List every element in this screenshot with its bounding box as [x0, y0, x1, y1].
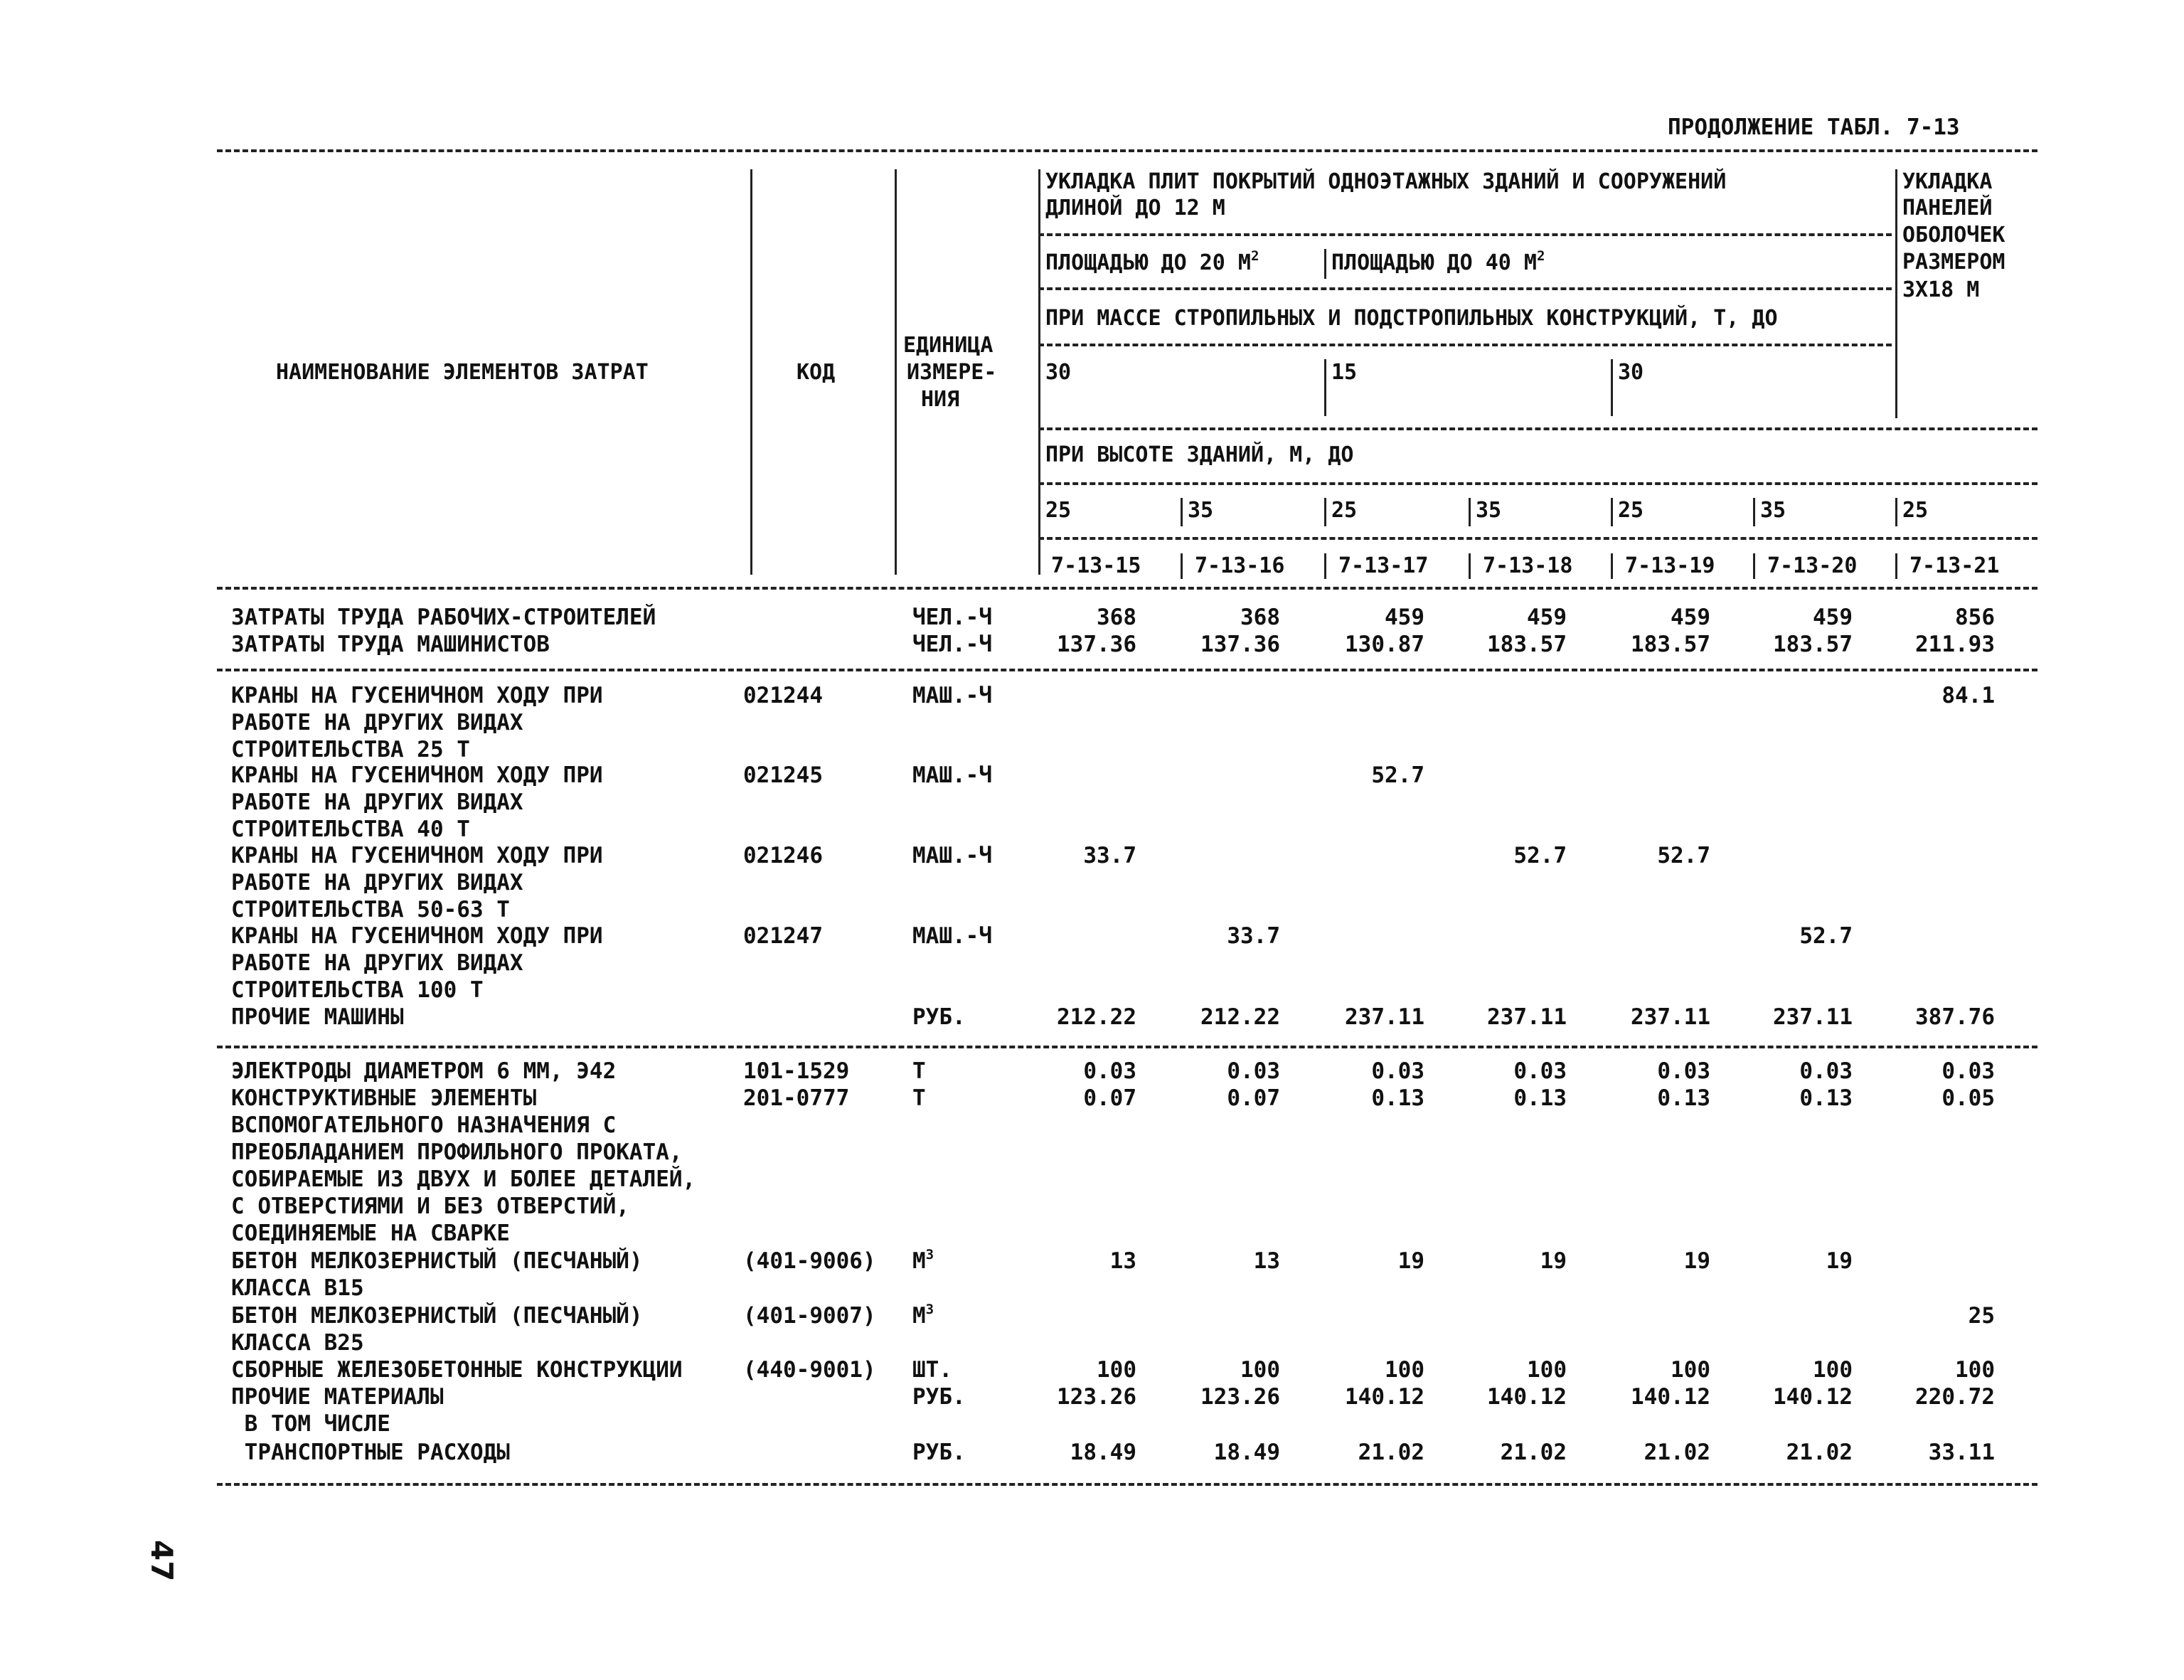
row-value: 100 — [1955, 1357, 1995, 1383]
row-value: 21.02 — [1644, 1440, 1710, 1465]
row-value: 0.13 — [1371, 1085, 1424, 1111]
vbar-h5 — [1611, 498, 1613, 526]
row-name-line: ПРЕОБЛАДАНИЕМ ПРОФИЛЬНОГО ПРОКАТА, — [231, 1139, 683, 1165]
row-value: 19 — [1397, 1248, 1424, 1274]
row-code: 021245 — [743, 762, 823, 788]
vbar-c3 — [1324, 553, 1326, 579]
row-value: 100 — [1385, 1357, 1424, 1383]
unit-superscript: 3 — [925, 1301, 934, 1317]
vbar-c6 — [1753, 553, 1755, 579]
row-unit: ЧЕЛ.-Ч — [912, 632, 992, 657]
row-value: 0.03 — [1227, 1058, 1280, 1084]
row-unit: МАШ.-Ч — [912, 762, 992, 788]
row-name-line: СТРОИТЕЛЬСТВА 100 Т — [231, 977, 484, 1003]
row-value: 123.26 — [1200, 1384, 1280, 1410]
row-name-line: БЕТОН МЕЛКОЗЕРНИСТЫЙ (ПЕСЧАНЫЙ) — [231, 1303, 643, 1329]
row-value: 0.13 — [1513, 1085, 1567, 1111]
vbar-mass30 — [1611, 359, 1613, 416]
row-value: 13 — [1253, 1248, 1280, 1274]
header-code-col: КОД — [797, 360, 836, 385]
header-unit-line1: ЕДИНИЦА — [903, 333, 994, 358]
vbar-h3 — [1324, 498, 1326, 526]
row-value: 52.7 — [1371, 762, 1424, 788]
header-height-1: 25 — [1045, 498, 1072, 523]
rule-h6 — [1038, 537, 2037, 540]
row-value: 237.11 — [1345, 1004, 1424, 1030]
vbar-c4 — [1469, 553, 1471, 579]
header-height-2: 35 — [1188, 498, 1214, 523]
row-name-line: КЛАССА В15 — [231, 1275, 364, 1301]
row-value: 33.7 — [1083, 843, 1136, 868]
row-code: 021246 — [743, 843, 823, 868]
header-mass-30b: 30 — [1618, 360, 1644, 385]
row-value: 52.7 — [1799, 923, 1853, 949]
vbar-unit-values — [1038, 169, 1040, 575]
row-value: 123.26 — [1057, 1384, 1136, 1410]
row-value: 368 — [1240, 605, 1280, 630]
row-value: 220.72 — [1915, 1384, 1995, 1410]
vbar-c7 — [1895, 553, 1897, 579]
row-value: 183.57 — [1487, 632, 1567, 657]
header-height-5: 25 — [1618, 498, 1644, 523]
row-value: 856 — [1955, 605, 1995, 630]
row-value: 0.07 — [1227, 1085, 1280, 1111]
row-value: 19 — [1826, 1248, 1853, 1274]
header-code-7: 7-13-21 — [1909, 553, 2000, 578]
row-value: 0.03 — [1513, 1058, 1567, 1084]
header-code-6: 7-13-20 — [1767, 553, 1858, 578]
row-value: 459 — [1671, 605, 1710, 630]
row-value: 0.03 — [1083, 1058, 1136, 1084]
header-height-3: 25 — [1331, 498, 1358, 523]
row-value: 100 — [1527, 1357, 1567, 1383]
row-value: 18.49 — [1070, 1440, 1136, 1465]
row-name-line: ПРОЧИЕ МАТЕРИАЛЫ — [231, 1384, 444, 1410]
header-mass-15: 15 — [1331, 360, 1358, 385]
row-value: 0.07 — [1083, 1085, 1136, 1111]
row-unit: МАШ.-Ч — [912, 923, 992, 949]
rule-h4 — [1038, 427, 2037, 430]
row-name-line: ТРАНСПОРТНЫЕ РАСХОДЫ — [231, 1440, 510, 1465]
row-name-line: СБОРНЫЕ ЖЕЛЕЗОБЕТОННЫЕ КОНСТРУКЦИИ — [231, 1357, 683, 1383]
row-value: 459 — [1527, 605, 1567, 630]
header-code-5: 7-13-19 — [1625, 553, 1715, 578]
area40-sup: 2 — [1536, 248, 1545, 264]
header-mass-30a: 30 — [1045, 360, 1072, 385]
header-code-1: 7-13-15 — [1051, 553, 1141, 578]
row-unit: МАШ.-Ч — [912, 843, 992, 868]
row-value: 183.57 — [1631, 632, 1710, 657]
row-value: 140.12 — [1487, 1384, 1567, 1410]
vbar-c5 — [1611, 553, 1613, 579]
header-group1-line2: ДЛИНОЙ ДО 12 М — [1045, 196, 1225, 220]
row-name-line: СТРОИТЕЛЬСТВА 50-63 Т — [231, 897, 510, 923]
row-value: 237.11 — [1773, 1004, 1853, 1030]
rule-machines-bottom — [217, 1046, 2037, 1048]
row-value: 13 — [1109, 1248, 1136, 1274]
row-name-line: СОЕДИНЯЕМЫЕ НА СВАРКЕ — [231, 1221, 510, 1246]
row-name-line: СОБИРАЕМЫЕ ИЗ ДВУХ И БОЛЕЕ ДЕТАЛЕЙ, — [231, 1166, 696, 1192]
row-code: (401-9007) — [743, 1303, 876, 1329]
row-name-line: КРАНЫ НА ГУСЕНИЧНОМ ХОДУ ПРИ — [231, 683, 603, 708]
rule-h2 — [1038, 287, 1892, 290]
row-unit: РУБ. — [912, 1384, 966, 1410]
row-name-line: СТРОИТЕЛЬСТВА 25 Т — [231, 737, 470, 762]
header-height-4: 35 — [1476, 498, 1502, 523]
row-value: 19 — [1683, 1248, 1710, 1274]
vbar-h4 — [1469, 498, 1471, 526]
row-value: 21.02 — [1786, 1440, 1853, 1465]
header-unit-line3: НИЯ — [921, 387, 960, 412]
row-value: 0.05 — [1941, 1085, 1995, 1111]
row-value: 0.03 — [1371, 1058, 1424, 1084]
row-value: 130.87 — [1345, 632, 1424, 657]
row-value: 100 — [1813, 1357, 1853, 1383]
row-value: 140.12 — [1773, 1384, 1853, 1410]
rule-table-bottom — [217, 1483, 2037, 1486]
row-value: 459 — [1385, 605, 1424, 630]
header-area20: ПЛОЩАДЬЮ ДО 20 $М^2$ — [1045, 248, 1259, 275]
rule-header-bottom — [217, 587, 2037, 590]
page-number: 47 — [144, 1540, 179, 1582]
row-code: 201-0777 — [743, 1085, 850, 1111]
row-name-line: ЗАТРАТЫ ТРУДА РАБОЧИХ-СТРОИТЕЛЕЙ — [231, 605, 656, 630]
row-value: 237.11 — [1487, 1004, 1567, 1030]
row-name-line: ЭЛЕКТРОДЫ ДИАМЕТРОМ 6 ММ, Э42 — [231, 1058, 617, 1084]
row-value: 25 — [1968, 1303, 1995, 1329]
row-value: 33.11 — [1928, 1440, 1995, 1465]
area20-sup: 2 — [1250, 248, 1259, 264]
row-code: (440-9001) — [743, 1357, 876, 1383]
header-code-3: 7-13-17 — [1338, 553, 1429, 578]
header-code-2: 7-13-16 — [1195, 553, 1285, 578]
vbar-group2 — [1895, 169, 1897, 418]
row-value: 211.93 — [1915, 632, 1995, 657]
row-name-line: ПРОЧИЕ МАШИНЫ — [231, 1004, 404, 1030]
header-mass-label: ПРИ МАССЕ СТРОПИЛЬНЫХ И ПОДСТРОПИЛЬНЫХ КОНСТРУКЦИЙ, Т, ДО — [1045, 306, 1778, 331]
row-value: 212.22 — [1057, 1004, 1136, 1030]
row-name-line: КОНСТРУКТИВНЫЕ ЭЛЕМЕНТЫ — [231, 1085, 537, 1111]
row-unit: $М^3$ — [912, 1301, 934, 1329]
row-name-line: РАБОТЕ НА ДРУГИХ ВИДАХ — [231, 710, 523, 735]
row-name-line: РАБОТЕ НА ДРУГИХ ВИДАХ — [231, 870, 523, 895]
row-value: 237.11 — [1631, 1004, 1710, 1030]
row-name-line: С ОТВЕРСТИЯМИ И БЕЗ ОТВЕРСТИЙ, — [231, 1193, 629, 1219]
rule-h5 — [1038, 482, 2037, 485]
row-value: 387.76 — [1915, 1004, 1995, 1030]
row-value: 140.12 — [1345, 1384, 1424, 1410]
row-unit: $М^3$ — [912, 1246, 934, 1274]
vbar-mass15 — [1324, 359, 1326, 416]
row-value: 140.12 — [1631, 1384, 1710, 1410]
rule-h1 — [1038, 233, 1892, 236]
rule-top — [217, 149, 2037, 152]
vbar-h6 — [1753, 498, 1755, 526]
row-value: 137.36 — [1057, 632, 1136, 657]
header-code-4: 7-13-18 — [1483, 553, 1573, 578]
header-unit-line2: ИЗМЕРЕ- — [907, 360, 997, 385]
row-name-line: СТРОИТЕЛЬСТВА 40 Т — [231, 817, 470, 842]
row-name-line: КЛАССА В25 — [231, 1330, 364, 1356]
header-height-7: 25 — [1902, 498, 1929, 523]
row-name-line: ВСПОМОГАТЕЛЬНОГО НАЗНАЧЕНИЯ С — [231, 1112, 617, 1138]
header-group2-line1: УКЛАДКА — [1902, 169, 1993, 194]
vbar-code-unit — [895, 169, 897, 575]
rule-h3 — [1038, 344, 1892, 346]
header-height-6: 35 — [1760, 498, 1786, 523]
header-group2-line4: РАЗМЕРОМ — [1902, 250, 2005, 275]
vbar-name-code — [750, 169, 752, 575]
row-value: 19 — [1540, 1248, 1567, 1274]
row-value: 21.02 — [1500, 1440, 1567, 1465]
row-name-line: В ТОМ ЧИСЛЕ — [231, 1411, 390, 1437]
header-group1-line1: УКЛАДКА ПЛИТ ПОКРЫТИЙ ОДНОЭТАЖНЫХ ЗДАНИЙ И СООРУЖЕНИЙ — [1045, 169, 1727, 194]
row-name-line: ЗАТРАТЫ ТРУДА МАШИНИСТОВ — [231, 632, 550, 657]
row-value: 0.03 — [1941, 1058, 1995, 1084]
row-value: 0.13 — [1657, 1085, 1710, 1111]
row-code: 101-1529 — [743, 1058, 850, 1084]
row-unit: РУБ. — [912, 1004, 966, 1030]
row-value: 459 — [1813, 605, 1853, 630]
row-name-line: РАБОТЕ НА ДРУГИХ ВИДАХ — [231, 950, 523, 976]
row-value: 100 — [1097, 1357, 1136, 1383]
row-value: 368 — [1097, 605, 1136, 630]
row-value: 137.36 — [1200, 632, 1280, 657]
row-value: 212.22 — [1200, 1004, 1280, 1030]
row-unit: Т — [912, 1058, 926, 1084]
row-value: 52.7 — [1513, 843, 1567, 868]
header-name-col: НАИМЕНОВАНИЕ ЭЛЕМЕНТОВ ЗАТРАТ — [276, 360, 649, 385]
row-value: 0.03 — [1799, 1058, 1853, 1084]
row-name-line: КРАНЫ НА ГУСЕНИЧНОМ ХОДУ ПРИ — [231, 762, 603, 788]
row-value: 100 — [1240, 1357, 1280, 1383]
row-name-line: КРАНЫ НА ГУСЕНИЧНОМ ХОДУ ПРИ — [231, 843, 603, 868]
vbar-h7 — [1895, 498, 1897, 526]
vbar-area40 — [1324, 249, 1326, 279]
row-value: 33.7 — [1227, 923, 1280, 949]
row-unit: ШТ. — [912, 1357, 952, 1383]
row-value: 183.57 — [1773, 632, 1853, 657]
row-value: 21.02 — [1358, 1440, 1424, 1465]
continuation-title: ПРОДОЛЖЕНИЕ ТАБЛ. 7-13 — [1668, 115, 1960, 140]
row-value: 84.1 — [1941, 683, 1995, 708]
row-value: 100 — [1671, 1357, 1710, 1383]
header-group2-line2: ПАНЕЛЕЙ — [1902, 196, 1993, 220]
row-code: (401-9006) — [743, 1248, 876, 1274]
row-name-line: БЕТОН МЕЛКОЗЕРНИСТЫЙ (ПЕСЧАНЫЙ) — [231, 1248, 643, 1274]
row-name-line: РАБОТЕ НА ДРУГИХ ВИДАХ — [231, 790, 523, 815]
header-group2-line3: ОБОЛОЧЕК — [1902, 223, 2005, 248]
header-area40: ПЛОЩАДЬЮ ДО 40 $М^2$ — [1331, 248, 1545, 275]
vbar-c2 — [1181, 553, 1183, 579]
rule-labor-bottom — [217, 669, 2037, 671]
row-unit: Т — [912, 1085, 926, 1111]
row-unit: РУБ. — [912, 1440, 966, 1465]
row-value: 52.7 — [1657, 843, 1710, 868]
row-value: 18.49 — [1213, 1440, 1280, 1465]
row-value: 0.13 — [1799, 1085, 1853, 1111]
row-unit: МАШ.-Ч — [912, 683, 992, 708]
row-code: 021247 — [743, 923, 823, 949]
row-code: 021244 — [743, 683, 823, 708]
vbar-h2 — [1181, 498, 1183, 526]
row-value: 0.03 — [1657, 1058, 1710, 1084]
row-unit: ЧЕЛ.-Ч — [912, 605, 992, 630]
header-height-label: ПРИ ВЫСОТЕ ЗДАНИЙ, М, ДО — [1045, 442, 1354, 467]
unit-superscript: 3 — [925, 1246, 934, 1262]
header-group2-line5: 3Х18 М — [1902, 277, 1980, 302]
row-name-line: КРАНЫ НА ГУСЕНИЧНОМ ХОДУ ПРИ — [231, 923, 603, 949]
